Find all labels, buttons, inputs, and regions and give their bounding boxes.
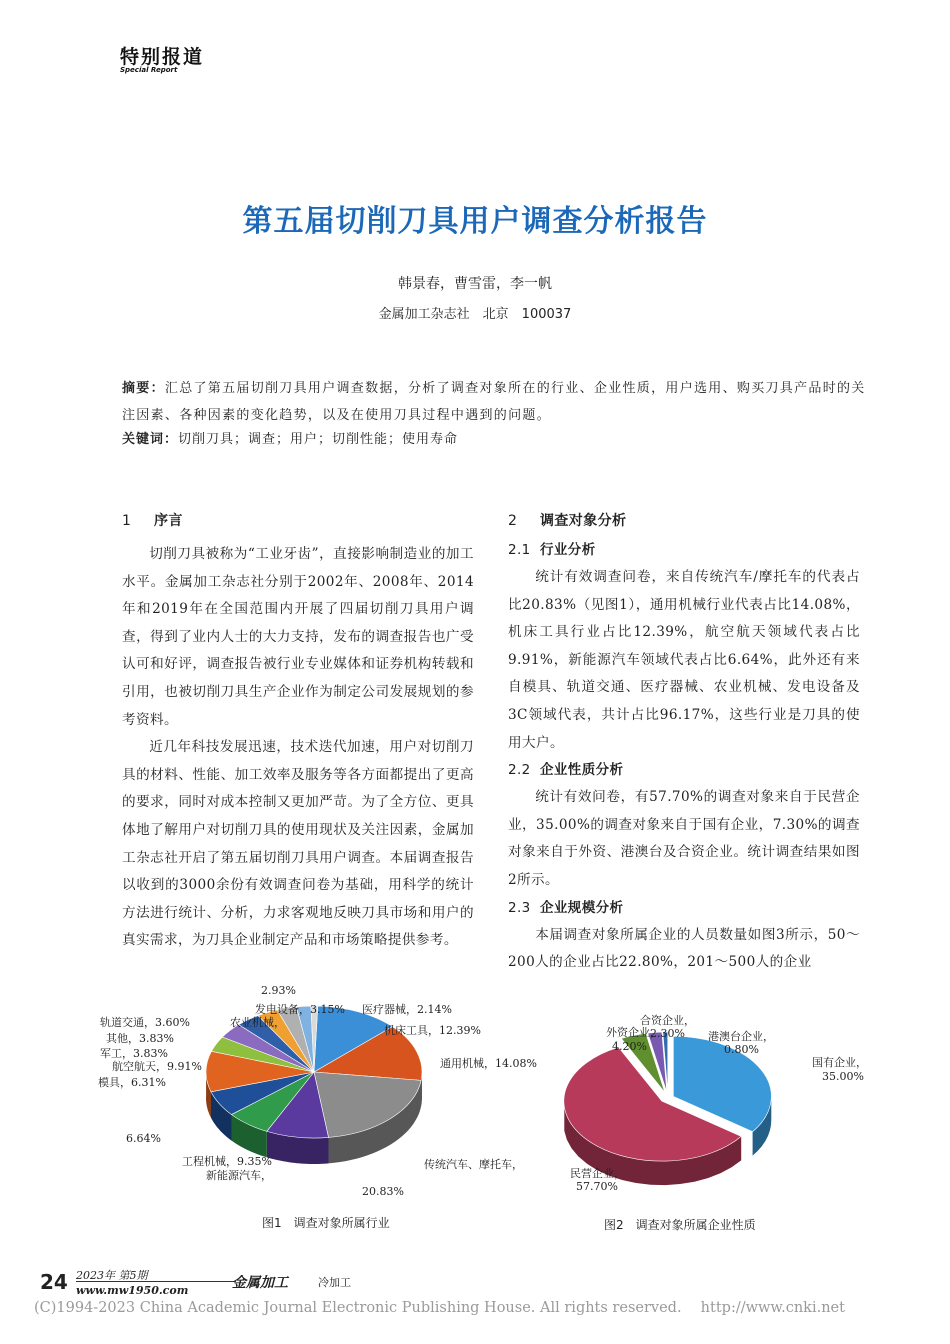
pie-label: 模具，6.31% (98, 1076, 166, 1089)
section-2-1-paragraph: 统计有效调查问卷，来自传统汽车/摩托车的代表占比20.83%（见图1），通用机械行业代表占比14.08%，机床工具行业占比12.39%，航空航天领域代表占比9.91%，新能源汽车领域代表占比6.64%，此外还有来自模具、轨道交通、医疗器械、农业机械、发电设备及3C领域代表，共计占比96.17%，这些行业是刀具的使用大户。 (508, 569, 860, 751)
pie-label: 港澳台企业， (708, 1030, 774, 1043)
pie-label: 6.64% (126, 1132, 161, 1145)
pie-label: 合资企业， (640, 1014, 695, 1027)
figure-2-caption: 图2 调查对象所属企业性质 (604, 1218, 756, 1232)
section-subtitle: Special Report (120, 66, 178, 74)
journal-section: 冷加工 (318, 1276, 351, 1289)
pie-label: 通用机械，14.08% (440, 1057, 537, 1070)
keywords-label: 关键词： (122, 432, 179, 447)
page-number: 24 (40, 1270, 68, 1294)
pie-label: 其他，3.83% (106, 1032, 174, 1045)
pie-label: 35.00% (822, 1070, 864, 1083)
pie-label: 轨道交通，3.60% (100, 1016, 190, 1029)
section-1-paragraph: 切削刀具被称为“工业牙齿”，直接影响制造业的加工水平。金属加工杂志社分别于2002年、2008年、2014年和2019年在全国范围内开展了四届切削刀具用户调查，得到了业内人士的大力支持，发布的调查报告也广受认可和好评，调查报告被行业专业媒体和证券机构转载和引用，也被切削刀具生产企业作为制定公司发展规划的参考资料。 (122, 546, 474, 728)
copyright-watermark: (C)1994-2023 China Academic Journal Electronic Publishing House. All rights reserved. http://www.cnki.net (34, 1300, 845, 1316)
pie-label: 20.83% (362, 1185, 404, 1198)
left-column (122, 508, 474, 955)
authors: 韩景春，曹雪雷，李一帆 (398, 276, 552, 292)
affiliation: 金属加工杂志社 北京 100037 (378, 307, 572, 322)
abstract (122, 375, 870, 429)
pie-label: 民营企业， (570, 1167, 625, 1180)
pie-label: 2.93% (261, 984, 296, 997)
abstract-label: 摘要： (122, 381, 165, 396)
right-column (508, 508, 860, 977)
pie-label: 0.80% (724, 1043, 759, 1056)
section-2-3-heading: 2.3 企业规模分析 (508, 899, 624, 916)
pie-label: 外资企业， (606, 1026, 661, 1039)
section-2-3-paragraph: 本届调查对象所属企业的人员数量如图3所示，50～200人的企业占比22.80%，201～500人的企业 (508, 926, 860, 971)
pie-label: 国有企业， (812, 1056, 867, 1069)
footer-divider (76, 1281, 236, 1282)
pie-label: 新能源汽车， (206, 1169, 272, 1182)
pie-label: 工程机械，9.35% (182, 1155, 272, 1168)
pie-label: 57.70% (576, 1180, 618, 1193)
abstract-text: 汇总了第五届切削刀具用户调查数据，分析了调查对象所在的行业、企业性质，用户选用、购买刀具产品时的关注因素、各种因素的变化趋势，以及在使用刀具过程中遇到的问题。 (122, 381, 866, 423)
section-2-2-heading: 2.2 企业性质分析 (508, 762, 624, 779)
pie-label: 军工，3.83% (100, 1047, 168, 1060)
keywords-text: 切削刀具；调查；用户；切削性能；使用寿命 (178, 432, 459, 447)
section-1-heading: 1 序言 (122, 513, 183, 529)
pie-label: 医疗器械，2.14% (362, 1003, 452, 1016)
section-title: 特别报道 (120, 46, 205, 68)
pie-label: 机床工具，12.39% (384, 1024, 481, 1037)
pie-label: 2.30% (650, 1027, 685, 1040)
keywords (122, 428, 870, 447)
article-title: 第五届切削刀具用户调查分析报告 (242, 204, 708, 239)
journal-url[interactable]: www.mw1950.com (76, 1284, 189, 1297)
pie-label: 传统汽车、摩托车， (424, 1158, 523, 1171)
section-2-2-paragraph: 统计有效问卷，有57.70%的调查对象来自于民营企业，35.00%的调查对象来自于国有企业，7.30%的调查对象来自于外资、港澳台及合资企业。统计调查结果如图2所示。 (508, 789, 860, 888)
pie-label: 4.20% (612, 1040, 647, 1053)
section-2-1-heading: 2.1 行业分析 (508, 542, 596, 558)
pie-label: 航空航天，9.91% (112, 1060, 202, 1073)
figure-2-pie-chart (540, 1010, 890, 1210)
section-1-paragraph: 近几年科技发展迅速，技术迭代加速，用户对切削刀具的材料、性能、加工效率及服务等各方面都提出了更高的要求，同时对成本控制又更加严苛。为了全方位、更具体地了解用户对切削刀具的使用现状及关注因素，金属加工杂志社开启了第五届切削刀具用户调查。本届调查报告以收到的3000余份有效调查问卷为基础，用科学的统计方法进行统计、分析，力求客观地反映刀具市场和用户的真实需求，为刀具企业制定产品和市场策略提供参考。 (122, 739, 474, 949)
figure-1-pie-chart (94, 980, 544, 1210)
pie-label: 农业机械， (230, 1016, 285, 1029)
issue-label: 2023年 第5期 (76, 1269, 148, 1282)
section-2-heading: 2 调查对象分析 (508, 513, 627, 529)
journal-brand-logo: 金属加工 (232, 1275, 288, 1291)
figure-1-caption: 图1 调查对象所属行业 (262, 1216, 390, 1230)
pie-label: 发电设备，3.15% (255, 1003, 345, 1016)
